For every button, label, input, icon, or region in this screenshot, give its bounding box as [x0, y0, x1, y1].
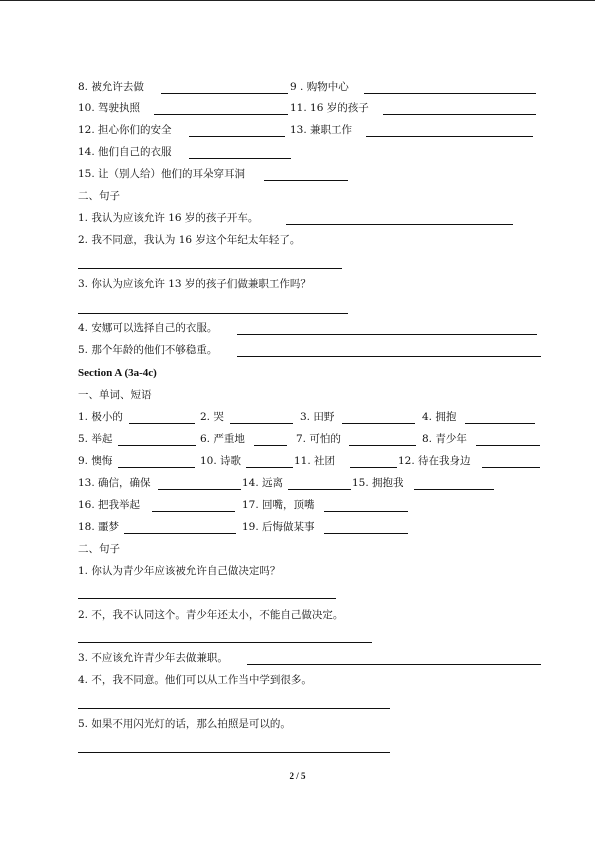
sentence-row: [0, 211, 595, 229]
word-row: [0, 520, 595, 538]
answer-blank[interactable]: [158, 489, 241, 490]
answer-blank[interactable]: [254, 445, 287, 446]
word-item-label: 16. 把我举起: [78, 499, 141, 511]
answer-blank[interactable]: [118, 467, 195, 468]
word-item-label: 14. 远离: [242, 477, 284, 489]
answer-blank[interactable]: [129, 423, 195, 424]
section-heading-row: [0, 388, 595, 406]
word-item-label: 11. 社团: [294, 455, 336, 467]
word-item-label: 10. 诗歌: [200, 455, 242, 467]
word-item-label: 2. 哭: [200, 411, 224, 423]
section-title-row: [0, 366, 595, 384]
phrase-item-label: 13. 兼职工作: [290, 124, 353, 136]
answer-blank[interactable]: [247, 664, 541, 665]
phrase-item-label: 9 . 购物中心: [290, 81, 349, 93]
answer-blank[interactable]: [482, 467, 540, 468]
sentence-label: 1. 你认为青少年应该被允许自己做决定吗？: [78, 565, 281, 577]
word-item-label: 7. 可怕的: [296, 433, 341, 445]
page-number: 2 / 5: [289, 771, 306, 781]
answer-blank[interactable]: [189, 136, 285, 137]
sentence-label: 3. 你认为应该允许 13 岁的孩子们做兼职工作吗？: [78, 278, 311, 290]
sentence-label: 4. 不，我不同意。他们可以从工作当中学到很多。: [78, 674, 312, 686]
word-item-label: 19. 后悔做某事: [242, 521, 315, 533]
answer-blank[interactable]: [230, 423, 293, 424]
answer-blank[interactable]: [152, 511, 235, 512]
section-heading-row: [0, 542, 595, 560]
phrase-item-label: 12. 担心你们的安全: [78, 124, 172, 136]
answer-line[interactable]: [78, 268, 342, 269]
answer-blank[interactable]: [324, 511, 408, 512]
answer-blank[interactable]: [286, 224, 513, 225]
word-row: [0, 432, 595, 450]
word-item-label: 15. 拥抱我: [352, 477, 404, 489]
sentence-row: [0, 321, 595, 339]
answer-blank[interactable]: [465, 423, 535, 424]
answer-blank[interactable]: [154, 114, 288, 115]
section-heading: 二、句子: [78, 543, 120, 555]
word-item-label: 1. 极小的: [78, 411, 123, 423]
word-item-label: 5. 举起: [78, 433, 113, 445]
answer-blank[interactable]: [342, 423, 415, 424]
answer-blank[interactable]: [118, 445, 196, 446]
sentence-row: [0, 673, 595, 691]
sentence-row: [0, 608, 595, 626]
word-item-label: 17. 回嘴，顶嘴: [242, 499, 315, 511]
answer-blank[interactable]: [264, 180, 348, 181]
word-row: [0, 498, 595, 516]
sentence-row: [0, 651, 595, 669]
phrase-row: [0, 123, 595, 141]
section-heading-row: [0, 189, 595, 207]
phrase-item-label: 14. 他们自己的衣服: [78, 146, 172, 158]
sentence-label: 3. 不应该允许青少年去做兼职。: [78, 652, 228, 664]
sentence-row: [0, 277, 595, 295]
word-item-label: 13. 确信，确保: [78, 477, 151, 489]
sentence-row: [0, 233, 595, 251]
answer-blank[interactable]: [237, 334, 537, 335]
phrase-row: [0, 167, 595, 185]
phrase-item-label: 15. 让（别人给）他们的耳朵穿耳洞: [78, 168, 246, 180]
sentence-label: 1. 我认为应该允许 16 岁的孩子开车。: [78, 212, 259, 224]
sentence-label: 4. 安娜可以选择自己的衣服。: [78, 322, 218, 334]
phrase-row: [0, 101, 595, 119]
section-heading: 二、句子: [78, 190, 120, 202]
word-item-label: 18. 噩梦: [78, 521, 120, 533]
answer-blank[interactable]: [288, 489, 351, 490]
answer-line[interactable]: [78, 598, 336, 599]
answer-blank[interactable]: [124, 533, 236, 534]
word-item-label: 4. 拥抱: [422, 411, 457, 423]
answer-blank[interactable]: [324, 533, 408, 534]
word-row: [0, 454, 595, 472]
phrase-item-label: 8. 被允许去做: [78, 81, 144, 93]
answer-blank[interactable]: [364, 93, 536, 94]
answer-line[interactable]: [78, 752, 390, 753]
word-row: [0, 476, 595, 494]
answer-blank[interactable]: [161, 93, 288, 94]
answer-blank[interactable]: [246, 467, 293, 468]
answer-line[interactable]: [78, 313, 348, 314]
word-item-label: 8. 青少年: [422, 433, 467, 445]
word-item-label: 12. 待在我身边: [398, 455, 471, 467]
phrase-item-label: 11. 16 岁的孩子: [290, 102, 369, 114]
sentence-label: 5. 那个年龄的他们不够稳重。: [78, 344, 218, 356]
answer-blank[interactable]: [366, 136, 533, 137]
answer-blank[interactable]: [189, 158, 291, 159]
answer-blank[interactable]: [237, 356, 541, 357]
word-item-label: 9. 懊悔: [78, 455, 113, 467]
section-title: Section A (3a-4c): [78, 367, 157, 379]
phrase-row: [0, 145, 595, 163]
answer-line[interactable]: [78, 642, 372, 643]
sentence-label: 2. 我不同意，我认为 16 岁这个年纪太年轻了。: [78, 234, 301, 246]
sentence-label: 5. 如果不用闪光灯的话，那么拍照是可以的。: [78, 718, 291, 730]
sentence-label: 2. 不，我不认同这个。青少年还太小，不能自己做决定。: [78, 609, 344, 621]
section-heading: 一、单词、短语: [78, 389, 152, 401]
answer-blank[interactable]: [414, 489, 494, 490]
phrase-item-label: 10. 驾驶执照: [78, 102, 141, 114]
sentence-row: [0, 343, 595, 361]
answer-blank[interactable]: [383, 114, 536, 115]
header-rule: [0, 0, 595, 1]
word-item-label: 6. 严重地: [200, 433, 245, 445]
answer-blank[interactable]: [350, 467, 397, 468]
phrase-row: [0, 80, 595, 98]
answer-blank[interactable]: [476, 445, 540, 446]
sentence-row: [0, 564, 595, 582]
sentence-row: [0, 717, 595, 735]
word-item-label: 3. 田野: [300, 411, 335, 423]
word-row: [0, 410, 595, 428]
answer-line[interactable]: [78, 708, 390, 709]
answer-blank[interactable]: [349, 445, 416, 446]
